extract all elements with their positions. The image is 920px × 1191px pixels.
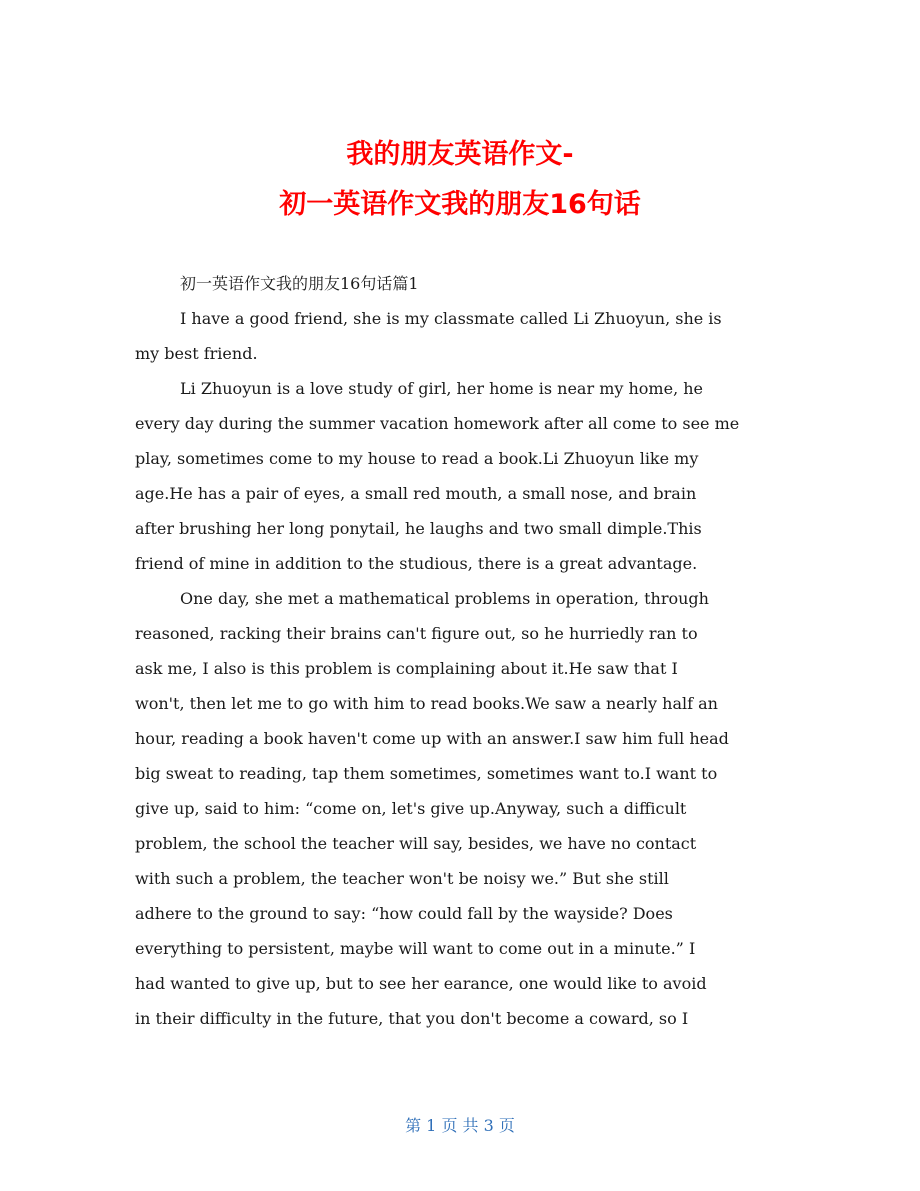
- text-line: everything to persistent, maybe will want to come out in a minute.” I: [135, 939, 696, 958]
- title-line-1: 我的朋友英语作文-: [346, 139, 574, 171]
- text-line: hour, reading a book haven't come up with an answer.I saw him full head: [135, 729, 729, 748]
- text-line: play, sometimes come to my house to read a book.Li Zhuoyun like my: [135, 449, 699, 468]
- text-line: give up, said to him: “come on, let's give up.Anyway, such a difficult: [135, 799, 687, 818]
- text-line: with such a problem, the teacher won't be noisy we.” But she still: [135, 869, 669, 888]
- text-line: age.He has a pair of eyes, a small red mouth, a small nose, and brain: [135, 484, 697, 503]
- title-line-2: 初一英语作文我的朋友16句话: [279, 189, 641, 221]
- text-line: big sweat to reading, tap them sometimes, sometimes want to.I want to: [135, 764, 718, 783]
- text-line: One day, she met a mathematical problems in operation, through: [180, 589, 709, 608]
- section-subheading: 初一英语作文我的朋友16句话篇1: [180, 274, 419, 293]
- text-line: ask me, I also is this problem is complaining about it.He saw that I: [135, 659, 678, 678]
- text-line: after brushing her long ponytail, he laughs and two small dimple.This: [135, 519, 702, 538]
- text-line: had wanted to give up, but to see her earance, one would like to avoid: [135, 974, 707, 993]
- text-line: my best friend.: [135, 344, 258, 363]
- page-number-footer: 第 1 页 共 3 页: [405, 1116, 515, 1135]
- paragraph-3: [135, 581, 795, 1036]
- document-body: [135, 266, 795, 1036]
- document-title: [0, 130, 920, 230]
- text-line: adhere to the ground to say: “how could fall by the wayside? Does: [135, 904, 673, 923]
- text-line: friend of mine in addition to the studious, there is a great advantage.: [135, 554, 698, 573]
- text-line: I have a good friend, she is my classmate called Li Zhuoyun, she is: [180, 309, 722, 328]
- text-line: Li Zhuoyun is a love study of girl, her home is near my home, he: [180, 379, 704, 398]
- text-line: reasoned, racking their brains can't figure out, so he hurriedly ran to: [135, 624, 698, 643]
- paragraph-2: [135, 371, 795, 581]
- paragraph-1: [135, 301, 795, 371]
- text-line: won't, then let me to go with him to read books.We saw a nearly half an: [135, 694, 718, 713]
- text-line: in their difficulty in the future, that you don't become a coward, so I: [135, 1009, 689, 1028]
- text-line: every day during the summer vacation homework after all come to see me: [135, 414, 740, 433]
- text-line: problem, the school the teacher will say, besides, we have no contact: [135, 834, 697, 853]
